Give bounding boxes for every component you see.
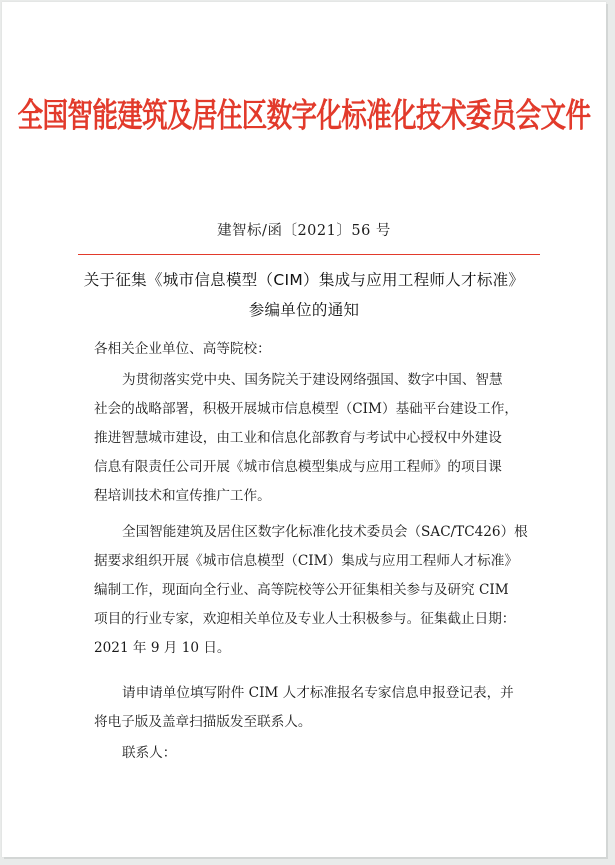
paragraph-line: 为贯彻落实党中央、国务院关于建设网络强国、数字中国、智慧	[122, 372, 503, 388]
contact-section	[94, 739, 544, 768]
paragraph-line: 社会的战略部署，积极开展城市信息模型（CIM）基础平台建设工作，	[94, 401, 518, 417]
paragraph-3	[94, 679, 544, 737]
salutation-text: 各相关企业单位、高等院校：	[94, 341, 271, 357]
paragraph-line: 全国智能建筑及居住区数字化标准化技术委员会（SAC/TC426）根	[122, 524, 528, 540]
paragraph-line: 推进智慧城市建设，由工业和信息化部教育与考试中心授权中外建设	[94, 430, 502, 446]
paragraph-line: 2021 年 9 月 10 日。	[94, 640, 231, 656]
contact-label: 联系人：	[122, 745, 177, 761]
salutation	[94, 335, 544, 364]
notice-title	[2, 265, 606, 325]
paragraph-1	[94, 366, 544, 511]
notice-title-line-1: 关于征集《城市信息模型（CIM）集成与应用工程师人才标准》	[83, 271, 525, 289]
paragraph-line: 项目的行业专家，欢迎相关单位及专业人士积极参与。征集截止日期：	[94, 611, 516, 627]
notice-title-line-2: 参编单位的通知	[248, 301, 360, 319]
paragraph-line: 请申请单位填写附件 CIM 人才标准报名专家信息申报登记表，并	[122, 685, 514, 701]
document-page	[2, 2, 606, 857]
paragraph-line: 将电子版及盖章扫描版发至联系人。	[94, 714, 312, 730]
document-number: 建智标/函〔2021〕56 号	[217, 223, 391, 239]
document-header-title: 全国智能建筑及居住区数字化标准化技术委员会文件	[17, 96, 591, 136]
paragraph-line: 程培训技术和宣传推广工作。	[94, 488, 271, 504]
red-divider-line	[78, 254, 540, 255]
paragraph-line: 信息有限责任公司开展《城市信息模型集成与应用工程师》的项目课	[94, 459, 502, 475]
paragraph-2	[94, 518, 544, 663]
paragraph-line: 据要求组织开展《城市信息模型（CIM）集成与应用工程师人才标准》	[94, 553, 518, 569]
paragraph-line: 编制工作，现面向全行业、高等院校等公开征集相关参与及研究 CIM	[94, 582, 509, 598]
